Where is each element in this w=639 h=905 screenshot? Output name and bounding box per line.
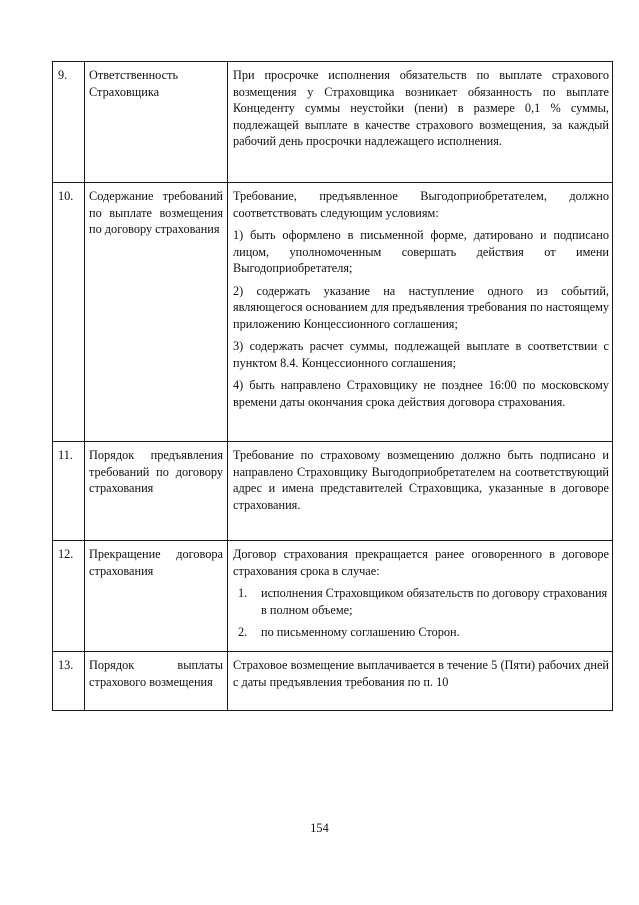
content-paragraph: 3) содержать расчет суммы, подлежащей выплате в соответствии с пунктом 8.4. Концессионного соглашения;	[233, 339, 609, 370]
content-paragraph: Договор страхования прекращается ранее оговоренного в договоре страхования срока в случае:	[233, 547, 609, 578]
row-number-cell	[53, 541, 85, 652]
table-row	[53, 183, 613, 442]
row-content	[228, 183, 612, 416]
content-paragraph: Страховое возмещение выплачивается в течение 5 (Пяти) рабочих дней с даты предъявления требования по п. 10	[233, 658, 609, 689]
content-paragraph: 1) быть оформлено в письменной форме, датировано и подписано лицом, уполномоченным совершать действия от имени Выгодоприобретателя;	[233, 228, 609, 275]
numbered-list	[233, 585, 609, 641]
row-label-cell	[85, 541, 228, 652]
row-number: 10.	[58, 189, 74, 203]
row-number: 12.	[58, 547, 74, 561]
content-paragraph: Требование, предъявленное Выгодоприобретателем, должно соответствовать следующим условиям:	[233, 189, 609, 220]
list-item	[233, 585, 609, 618]
list-item	[233, 624, 609, 641]
conditions-table	[52, 61, 613, 711]
content-paragraph: 4) быть направлено Страховщику не позднее 16:00 по московскому времени даты окончания срока действия договора страхования.	[233, 378, 609, 409]
row-content	[228, 62, 612, 156]
row-label-cell	[85, 652, 228, 711]
content-paragraph: Требование по страховому возмещению должно быть подписано и направлено Страховщику Выгодоприобретателем на соответствующий адрес и имена представителей Страховщика, указанные в договоре страхования.	[233, 448, 609, 512]
content-paragraph: 2) содержать указание на наступление одного из событий, являющегося основанием для предъявления требования по настоящему приложению Концессионного соглашения;	[233, 283, 609, 331]
row-label-cell	[85, 62, 228, 183]
row-content-cell	[228, 442, 613, 541]
table-row	[53, 541, 613, 652]
page-number: 154	[310, 821, 329, 835]
row-number-cell	[53, 62, 85, 183]
row-number: 11.	[58, 448, 73, 462]
table-row	[53, 62, 613, 183]
list-item-text: исполнения Страховщиком обязательств по договору страхования в полном объеме;	[261, 586, 608, 617]
row-content-cell	[228, 183, 613, 442]
row-number-cell	[53, 652, 85, 711]
row-label: Порядок предъявления требований по договору страхования	[89, 448, 223, 495]
list-item-text: по письменному соглашению Сторон.	[261, 625, 460, 639]
row-label: Ответственность Страховщика	[89, 68, 179, 99]
row-number: 9.	[58, 68, 68, 82]
row-content	[228, 652, 612, 696]
row-label: Прекращение договора страхования	[89, 547, 223, 578]
list-item-marker: 1.	[238, 586, 248, 600]
table-row	[53, 652, 613, 711]
row-number-cell	[53, 442, 85, 541]
row-content	[228, 541, 612, 647]
row-label: Порядок выплаты страхового возмещения	[89, 658, 223, 689]
list-item-marker: 2.	[238, 625, 248, 639]
row-number: 13.	[58, 658, 74, 672]
row-label-cell	[85, 183, 228, 442]
row-number-cell	[53, 183, 85, 442]
row-content-cell	[228, 541, 613, 652]
table-body	[53, 62, 613, 711]
row-label-cell	[85, 442, 228, 541]
table-row	[53, 442, 613, 541]
row-label: Содержание требований по выплате возмещения по договору страхования	[89, 189, 223, 236]
row-content-cell	[228, 652, 613, 711]
content-paragraph: При просрочке исполнения обязательств по выплате страхового возмещения у Страховщика возникает обязанность по выплате Концеденту суммы неустойки (пени) в размере 0,1 % суммы, подлежащей выплате в качестве страхового возмещения, за каждый рабочий день просрочки надлежащего исполнения.	[233, 68, 609, 148]
row-content-cell	[228, 62, 613, 183]
row-content	[228, 442, 612, 519]
